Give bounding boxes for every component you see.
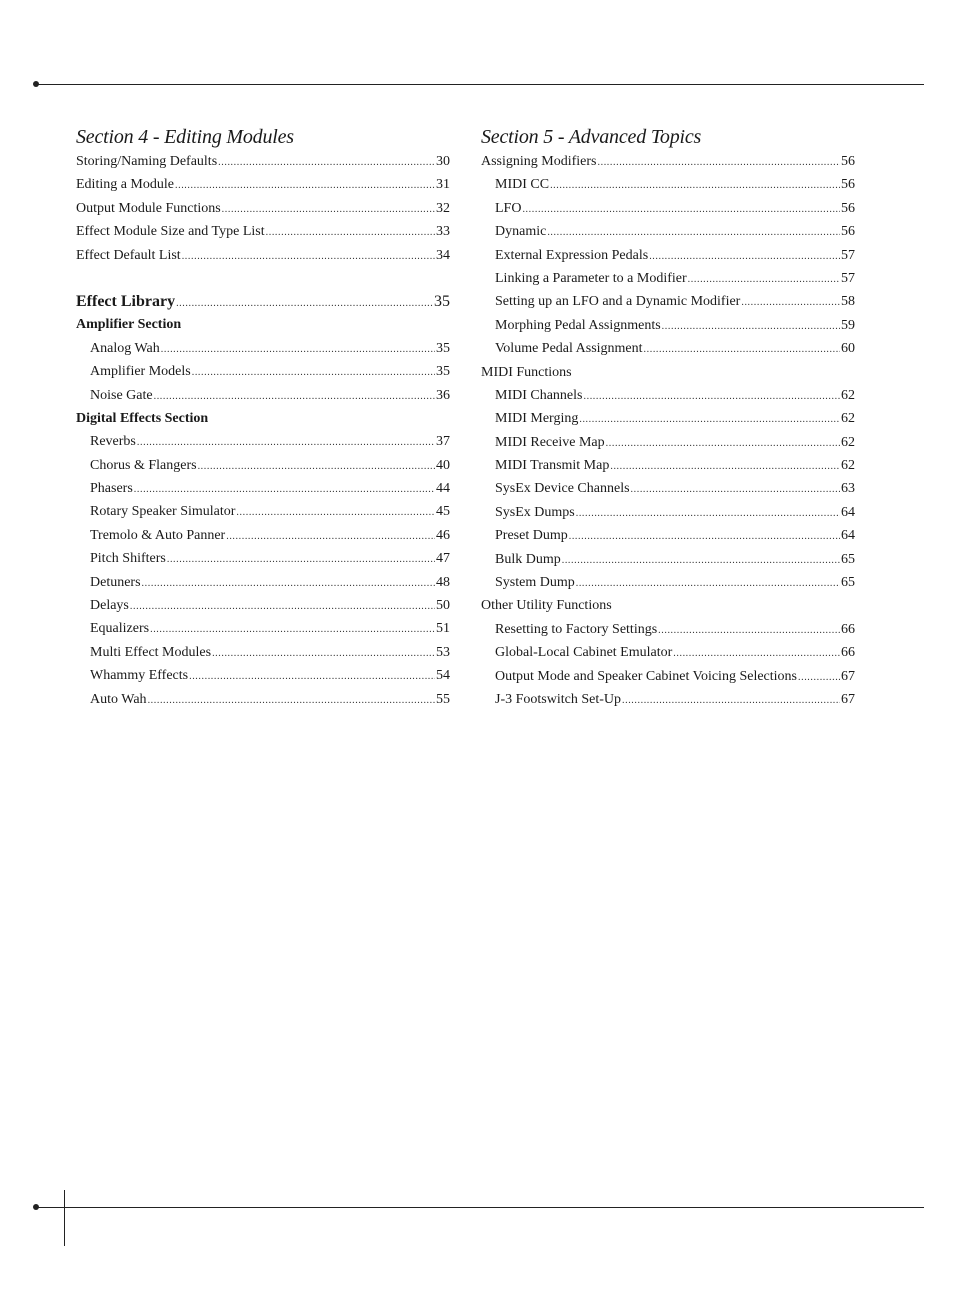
toc-entry[interactable]: Volume Pedal Assignment ..... 60 — [481, 337, 855, 360]
section-4-entries — [76, 150, 450, 267]
section-4-title: Section 4 - Editing Modules — [76, 126, 294, 148]
toc-entry[interactable]: MIDI Merging ..... 62 — [481, 407, 855, 430]
toc-entry[interactable]: SysEx Dumps ..... 64 — [481, 501, 855, 524]
toc-entry[interactable]: Amplifier Models ..... 35 — [76, 360, 450, 383]
section-5-title: Section 5 - Advanced Topics — [481, 126, 702, 148]
toc-entry[interactable]: MIDI Transmit Map ..... 62 — [481, 454, 855, 477]
toc-entry[interactable]: Editing a Module ..... 31 — [76, 173, 450, 196]
toc-entry[interactable]: Detuners ..... 48 — [76, 571, 450, 594]
toc-entry[interactable]: Resetting to Factory Settings ..... 66 — [481, 618, 855, 641]
toc-entry[interactable]: Bulk Dump ..... 65 — [481, 548, 855, 571]
amplifier-section-heading: Amplifier Section — [76, 317, 182, 333]
toc-entry[interactable]: Global-Local Cabinet Emulator ..... 66 — [481, 641, 855, 664]
toc-entry[interactable]: Analog Wah ..... 35 — [76, 337, 450, 360]
toc-entry[interactable]: External Expression Pedals ..... 57 — [481, 244, 855, 267]
toc-entry[interactable]: System Dump ..... 65 — [481, 571, 855, 594]
toc-entry[interactable]: Rotary Speaker Simulator ..... 45 — [76, 500, 450, 523]
toc-entry[interactable]: MIDI Receive Map ..... 62 — [481, 431, 855, 454]
toc-entry[interactable]: Phasers ..... 44 — [76, 477, 450, 500]
toc-entry[interactable]: Storing/Naming Defaults ..... 30 — [76, 150, 450, 173]
midi-functions-heading: MIDI Functions — [481, 364, 572, 380]
toc-entry[interactable]: Effect Module Size and Type List ..... 33 — [76, 220, 450, 243]
toc-entry[interactable]: MIDI CC ..... 56 — [481, 173, 855, 196]
toc-entry[interactable]: Effect Default List ..... 34 — [76, 244, 450, 267]
toc-entry[interactable]: Preset Dump ..... 64 — [481, 524, 855, 547]
toc-entry[interactable]: Noise Gate ..... 36 — [76, 384, 450, 407]
bottom-rule — [36, 1207, 924, 1208]
toc-entry[interactable]: Linking a Parameter to a Modifier ..... 57 — [481, 267, 855, 290]
toc-entry[interactable]: Delays ..... 50 — [76, 594, 450, 617]
toc-column-right — [481, 124, 855, 711]
toc-entry[interactable]: Auto Wah ..... 55 — [76, 688, 450, 711]
toc-entry[interactable]: Dynamic ..... 56 — [481, 220, 855, 243]
toc-entry[interactable]: MIDI Channels ..... 62 — [481, 384, 855, 407]
bottom-crop-mark — [64, 1190, 65, 1246]
toc-entry[interactable]: Pitch Shifters ..... 47 — [76, 547, 450, 570]
top-rule — [36, 84, 924, 85]
toc-entry[interactable]: SysEx Device Channels ..... 63 — [481, 477, 855, 500]
toc-entry[interactable]: Tremolo & Auto Panner ..... 46 — [76, 524, 450, 547]
assigning-modifiers-entry[interactable]: Assigning Modifiers ..... 56 — [481, 150, 855, 173]
toc-entry[interactable]: Multi Effect Modules ..... 53 — [76, 641, 450, 664]
toc-entry[interactable]: Output Module Functions ..... 32 — [76, 197, 450, 220]
effect-library-entry[interactable]: Effect Library ..... 35 — [76, 290, 450, 313]
toc-entry[interactable]: Equalizers ..... 51 — [76, 617, 450, 640]
toc-entry[interactable]: J-3 Footswitch Set-Up ..... 67 — [481, 688, 855, 711]
toc-entry[interactable]: LFO ..... 56 — [481, 197, 855, 220]
toc-column-left — [76, 124, 450, 711]
toc-entry[interactable]: Reverbs ..... 37 — [76, 430, 450, 453]
toc-entry[interactable]: Whammy Effects ..... 54 — [76, 664, 450, 687]
toc-entry[interactable]: Setting up an LFO and a Dynamic Modifier ..... 58 — [481, 290, 855, 313]
toc-entry[interactable]: Morphing Pedal Assignments ..... 59 — [481, 314, 855, 337]
toc-entry[interactable]: Output Mode and Speaker Cabinet Voicing Selections ..... 67 — [481, 665, 855, 688]
digital-effects-section-heading: Digital Effects Section — [76, 410, 209, 426]
other-utility-functions-heading: Other Utility Functions — [481, 598, 612, 614]
toc-entry[interactable]: Chorus & Flangers ..... 40 — [76, 454, 450, 477]
